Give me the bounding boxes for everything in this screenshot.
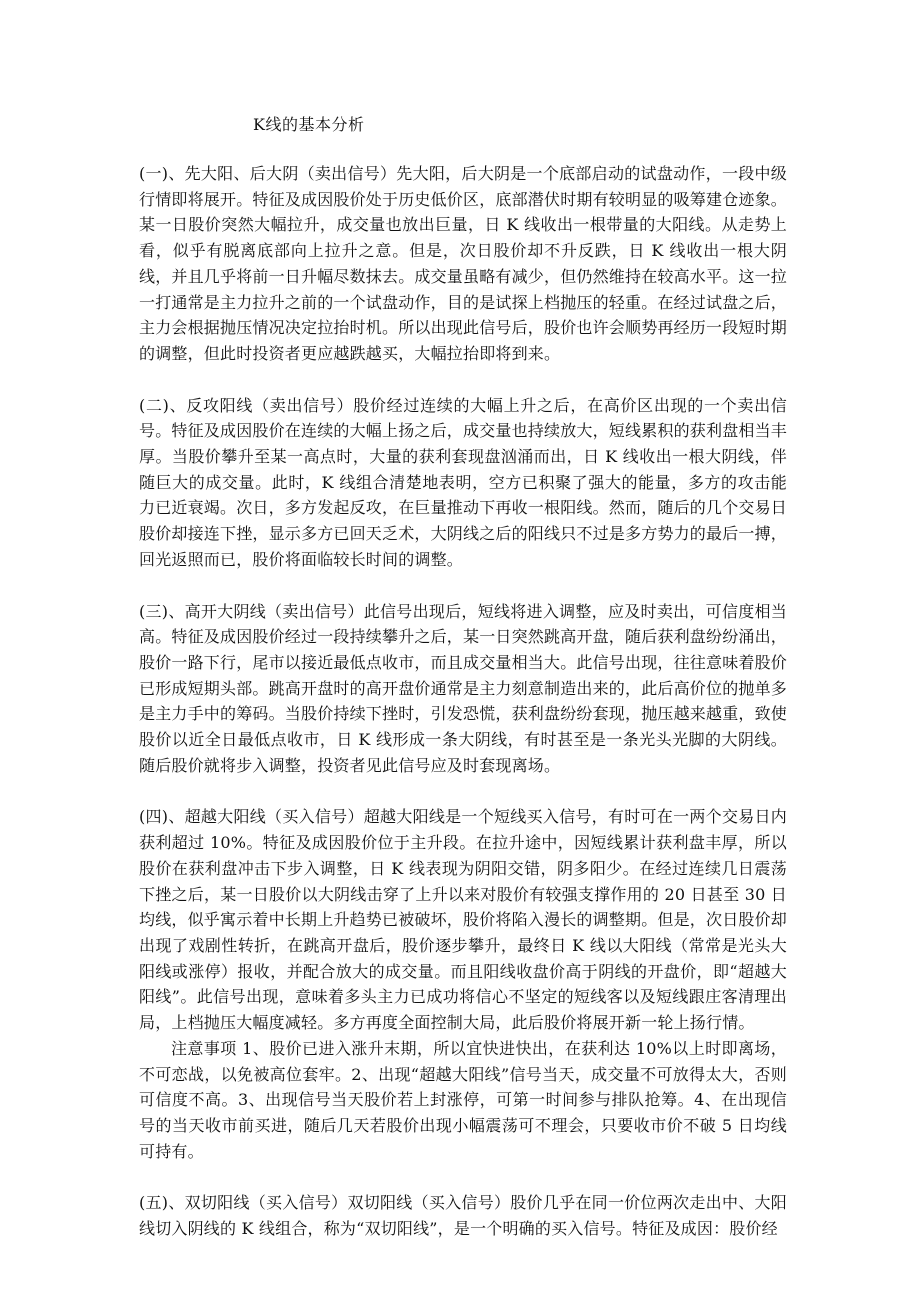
paragraph-section-2: (二)、反攻阳线（卖出信号）股价经过连续的大幅上升之后，在高价区出现的一个卖出信号。特征及成因股价在连续的大幅上扬之后，成交量也持续放大，短线累积的获利盘相当丰厚。当股价攀升至某一高点时，大量的获利套现盘汹涌而出，日 K 线收出一根大阴线，伴随巨大的成交量。此时，K 线组合清楚地表明，空方已积聚了强大的能量，多方的攻击能力已近衰竭。次日，多方发起反攻，在巨量推动下再收一根阳线。然而，随后的几个交易日股价却接连下挫，显示多方已回天乏术，大阴线之后的阳线只不过是多方势力的最后一搏，回光返照而已，股价将面临较长时间的调整。 [139,395,788,569]
document-title: K线的基本分析 [253,115,365,134]
paragraph-section-3: (三)、高开大阴线（卖出信号）此信号出现后，短线将进入调整，应及时卖出，可信度相当高。特征及成因股价经过一段持续攀升之后，某一日突然跳高开盘，随后获利盘纷纷涌出，股价一路下行，尾市以接近最低点收市，而且成交量相当大。此信号出现，往往意味着股价已形成短期头部。跳高开盘时的高开盘价通常是主力刻意制造出来的，此后高价位的抛单多是主力手中的筹码。当股价持续下挫时，引发恐慌，获利盘纷纷套现，抛压越来越重，致使股价以近全日最低点收市，日 K 线形成一条大阴线，有时甚至是一条光头光脚的大阴线。随后股价就将步入调整，投资者见此信号应及时套现离场。 [139,601,788,775]
paragraph-section-4: (四)、超越大阳线（买入信号）超越大阳线是一个短线买入信号，有时可在一两个交易日内获利超过 10%。特征及成因股价位于主升段。在拉升途中，因短线累计获利盘丰厚，所以股价在获利盘冲击下步入调整，日 K 线表现为阴阳交错，阴多阳少。在经过连续几日震荡下挫之后，某一日股价以大阴线击穿了上升以来对股价有较强支撑作用的 20 日甚至 30 日均线，似乎寓示着中长期上升趋势已被破坏，股价将陷入漫长的调整期。但是，次日股价却出现了戏剧性转折，在跳高开盘后，股价逐步攀升，最终日 K 线以大阳线（常常是光头大阳线或涨停）报收，并配合放大的成交量。而且阳线收盘价高于阴线的开盘价，即“超越大阳线”。此信号出现，意味着多头主力已成功将信心不坚定的短线客以及短线跟庄客清理出局，上档抛压大幅度减轻。多方再度全面控制大局，此后股价将展开新一轮上扬行情。 [139,807,788,1033]
paragraph-notes: 注意事项 1、股价已进入涨升末期，所以宜快进快出，在获利达 10%以上时即离场，不可恋战，以免被高位套牢。2、出现“超越大阳线”信号当天，成交量不可放得太大，否则可信度不高。3、出现信号当天股价若上封涨停，可第一时间参与排队抢筹。4、在出现信号的当天收市前买进，随后几天若股价出现小幅震荡可不理会，只要收市价不破 5 日均线可持有。 [139,1038,787,1161]
paragraph-section-1: (一)、先大阳、后大阴（卖出信号）先大阳，后大阴是一个底部启动的试盘动作，一段中级行情即将展开。特征及成因股价处于历史低价区，底部潜伏时期有较明显的吸筹建仓迹象。某一日股价突然大幅拉升，成交量也放出巨量，日 K 线收出一根带量的大阳线。从走势上看，似乎有脱离底部向上拉升之意。但是，次日股价却不升反跌，日 K 线收出一根大阴线，并且几乎将前一日升幅尽数抹去。成交量虽略有减少，但仍然维持在较高水平。这一拉一打通常是主力拉升之前的一个试盘动作，目的是试探上档抛压的轻重。在经过试盘之后，主力会根据抛压情况决定拉抬时机。所以出现此信号后，股价也许会顺势再经历一段短时期的调整，但此时投资者更应越跌越买，大幅拉抬即将到来。 [139,164,788,363]
document-body [139,161,787,1268]
paragraph-section-5: (五)、双切阳线（买入信号）双切阳线（买入信号）股价几乎在同一价位两次走出中、大阳线切入阴线的 K 线组合，称为“双切阳线”，是一个明确的买入信号。特征及成因：股价经 [139,1193,787,1239]
